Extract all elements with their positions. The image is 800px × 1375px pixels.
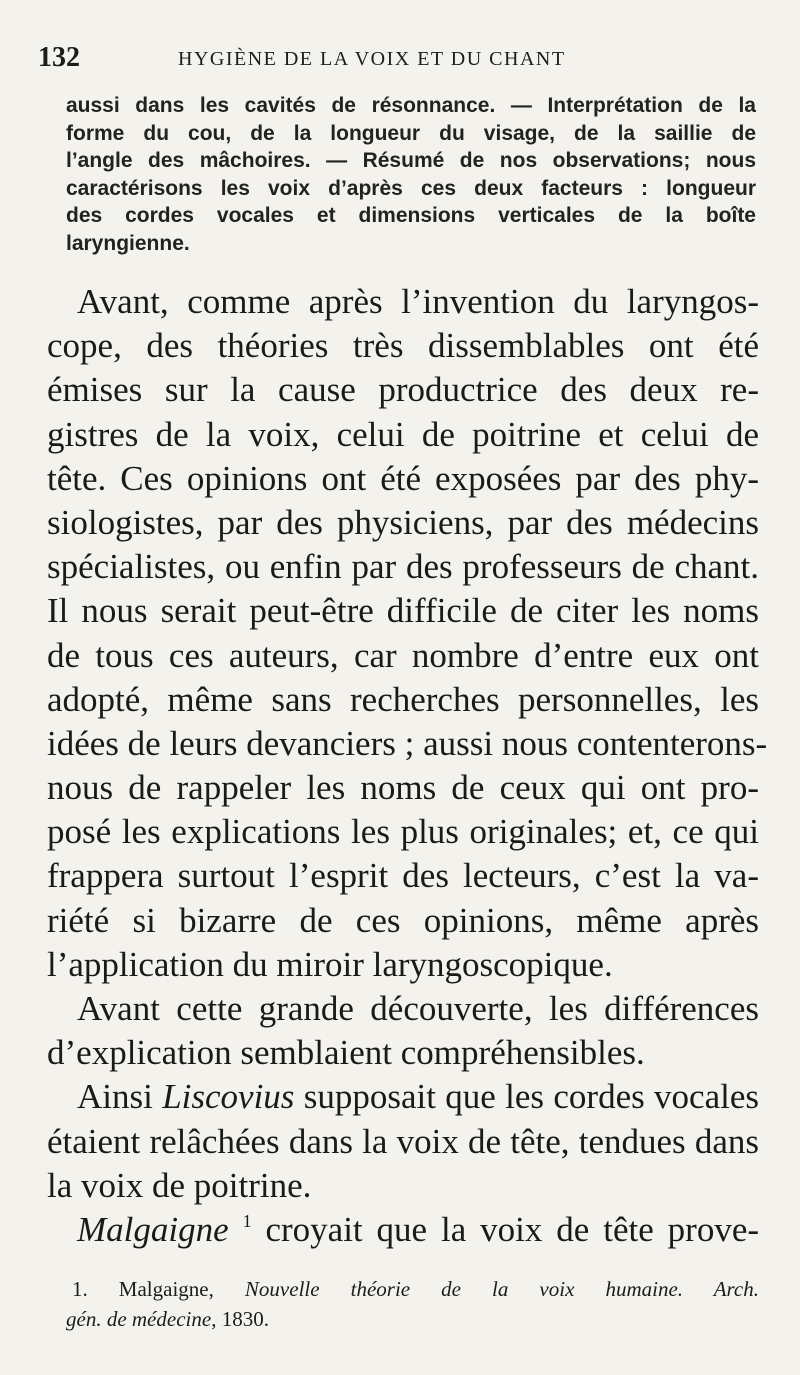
text-run: croyait que la voix de tête prove- (251, 1209, 760, 1249)
summary-line: laryngienne. (66, 231, 190, 255)
summary-line: aussi dans les cavités de résonnance. — Interprétation de la (66, 94, 756, 117)
page-number: 132 (38, 42, 80, 73)
footnote-author: Malgaigne, (87, 1277, 245, 1301)
body-line: Avant, comme après l’invention du laryngos- (77, 282, 759, 321)
footnote-title: Nouvelle théorie de la voix humaine. Arch. (244, 1277, 759, 1301)
body-line: étaient relâchées dans la voix de tête, tendues dans (47, 1121, 759, 1161)
body-line: cope, des théories très dissemblables ont été (47, 326, 759, 366)
body-line: posé les explications les plus originales; et, ce qui (47, 812, 759, 852)
body-line: la voix de poitrine. (47, 1165, 312, 1205)
body-line: riété si bizarre de ces opinions, même après (47, 900, 759, 940)
summary-line: des cordes vocales et dimensions verticales de la boîte (66, 204, 756, 228)
footnote (66, 1274, 759, 1334)
chapter-summary (66, 92, 756, 258)
body-line: frappera surtout l’esprit des lecteurs, c’est la va- (47, 856, 759, 896)
text-run: Ainsi (77, 1077, 163, 1117)
body-line: de tous ces auteurs, car nombre d’entre eux ont (47, 635, 759, 675)
footnote-journal: gén. de médecine (66, 1307, 212, 1331)
footnote-year: , 1830. (211, 1307, 269, 1331)
footnote-line (66, 1304, 759, 1334)
author-name-malgaigne: Malgaigne (77, 1209, 229, 1249)
body-line: adopté, même sans recherches personnelles, les (47, 679, 759, 719)
summary-line: caractérisons les voix d’après ces deux facteurs : longueur (66, 176, 756, 200)
body-line (47, 1208, 759, 1252)
body-line: idées de leurs devanciers ; aussi nous contenterons- (47, 723, 768, 763)
body-line: Avant cette grande découverte, les différences (77, 989, 759, 1028)
summary-line: l’angle des mâchoires. — Résumé de nos observations; nous (66, 149, 756, 173)
body-line: nous de rappeler les noms de ceux qui ont pro- (47, 768, 759, 808)
body-line: émises sur la cause productrice des deux re- (47, 370, 759, 410)
body-line: d’explication semblaient compréhensibles. (47, 1033, 645, 1073)
body-line: spécialistes, ou enfin par des professeurs de chant. (47, 547, 759, 587)
text-run: supposait que les cordes vocales (294, 1077, 759, 1117)
footnote-line (66, 1274, 759, 1304)
body-line: Il nous serait peut-être difficile de citer les noms (47, 591, 759, 631)
body-text (47, 280, 768, 1252)
body-line: tête. Ces opinions ont été exposées par des phy- (47, 458, 759, 498)
summary-line: forme du cou, de la longueur du visage, de la saillie de (66, 121, 756, 145)
running-title: HYGIÈNE DE LA VOIX ET DU CHANT (178, 48, 566, 70)
body-line: siologistes, par des physiciens, par des médecins (47, 502, 759, 542)
author-name-liscovius: Liscovius (162, 1077, 295, 1117)
footnote-reference[interactable]: 1 (242, 1210, 252, 1231)
footnote-number: 1. (72, 1277, 88, 1301)
page-header (38, 42, 764, 78)
body-line: l’application du miroir laryngoscopique. (47, 944, 613, 984)
body-line (47, 1075, 759, 1119)
body-line: gistres de la voix, celui de poitrine et celui de (47, 414, 759, 454)
